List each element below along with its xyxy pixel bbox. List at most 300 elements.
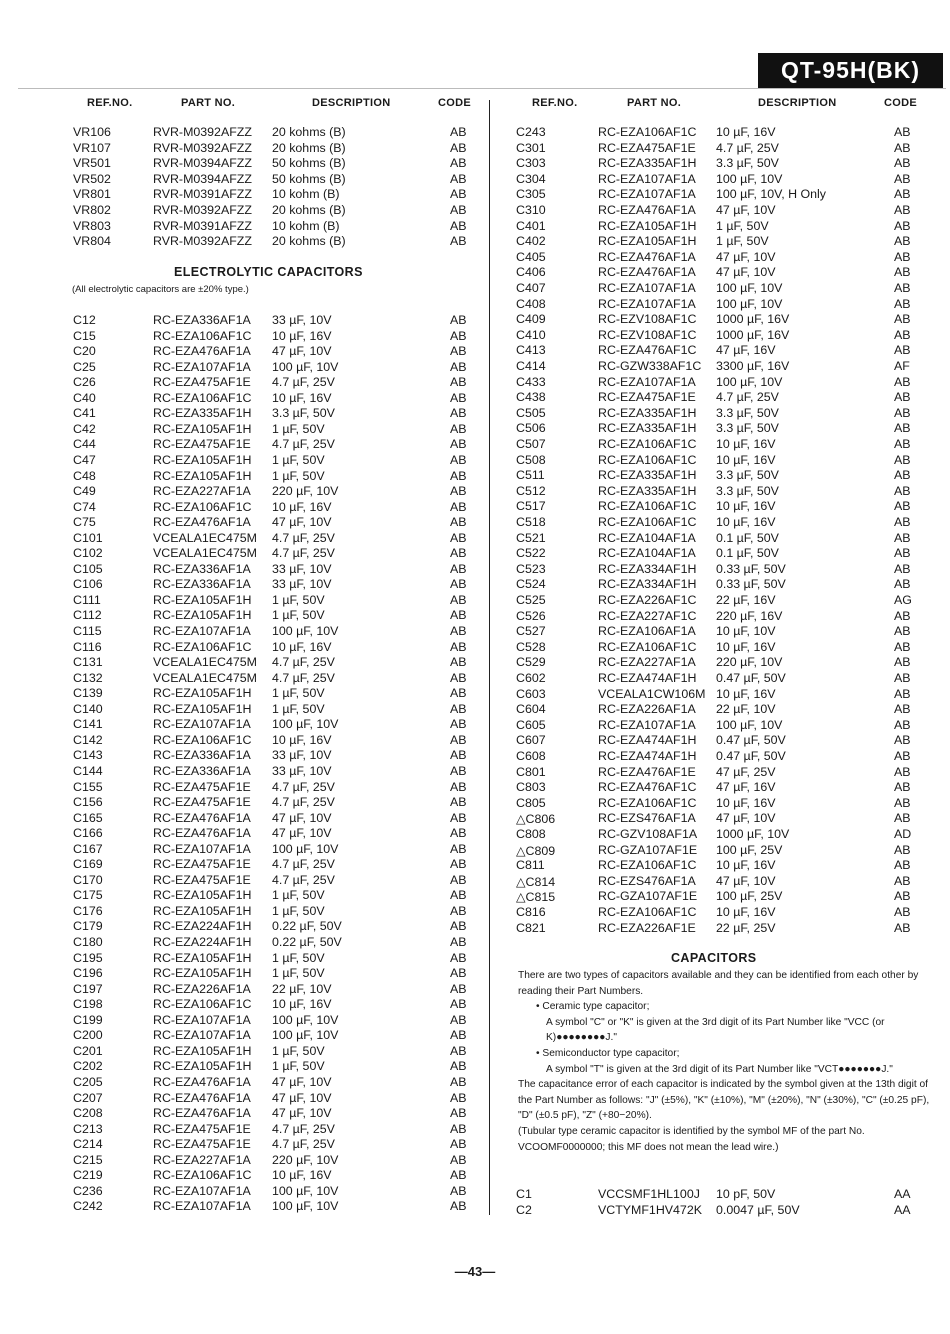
cell-part: RC-EZA334AF1H xyxy=(598,577,697,592)
cell-code: AB xyxy=(894,437,911,451)
cell-ref: VR804 xyxy=(73,234,111,249)
right-header-code: CODE xyxy=(884,97,917,109)
cell-code: AB xyxy=(894,218,911,233)
cell-ref: C305 xyxy=(516,187,546,202)
page-number: —43— xyxy=(454,1264,496,1279)
cell-desc: 47 µF, 10V xyxy=(716,249,776,264)
cell-ref: C20 xyxy=(73,344,96,359)
cell-code: AB xyxy=(450,577,467,592)
cell-part: RC-EZA107AF1A xyxy=(598,374,696,389)
cell-desc: 100 µF, 10V xyxy=(716,171,783,186)
cell-desc: 1 µF, 50V xyxy=(272,1059,325,1074)
cell-part: RC-EZV108AF1C xyxy=(598,312,697,327)
cell-code: AB xyxy=(450,732,467,747)
cell-ref: C413 xyxy=(516,343,546,358)
cell-desc: 20 kohms (B) xyxy=(272,140,346,155)
cell-desc: 0.47 µF, 50V xyxy=(716,733,786,748)
cell-code: AB xyxy=(450,1043,467,1058)
cell-ref: C507 xyxy=(516,437,546,451)
cell-code: AB xyxy=(894,780,911,795)
cell-ref: C41 xyxy=(73,406,96,421)
cell-part: RC-EZA476AF1C xyxy=(598,780,697,795)
cell-desc: 100 µF, 10V xyxy=(716,374,783,389)
cell-ref: C202 xyxy=(73,1059,103,1074)
cell-desc: 1 µF, 50V xyxy=(272,686,325,701)
cell-code: AB xyxy=(894,686,911,701)
cell-code: AB xyxy=(894,374,911,389)
cell-part: RVR-M0394AFZZ xyxy=(153,156,252,171)
cell-part: RC-EZA475AF1E xyxy=(153,779,251,794)
cell-ref: △C815 xyxy=(516,890,556,905)
cell-code: AB xyxy=(894,171,911,186)
cell-ref: C25 xyxy=(73,359,96,374)
cell-desc: 10 µF, 16V xyxy=(716,437,776,451)
cell-part: RC-EZA336AF1A xyxy=(153,561,251,576)
cell-code: AG xyxy=(894,593,912,607)
cell-code: AB xyxy=(450,763,467,778)
cell-desc: 10 µF, 16V xyxy=(716,515,776,529)
cell-code: AB xyxy=(450,344,467,359)
cell-desc: 220 µF, 10V xyxy=(716,655,783,670)
cell-desc: 1 µF, 50V xyxy=(272,701,325,716)
cell-ref: C179 xyxy=(73,919,103,934)
cell-code: AB xyxy=(450,406,467,421)
cell-desc: 3.3 µF, 50V xyxy=(716,421,779,436)
cell-ref: C102 xyxy=(73,546,103,561)
cell-ref: C156 xyxy=(73,795,103,810)
cell-desc: 4.7 µF, 25V xyxy=(272,1121,335,1136)
cell-desc: 4.7 µF, 25V xyxy=(272,779,335,794)
cell-code: AB xyxy=(450,670,467,685)
cell-code: AB xyxy=(450,1059,467,1074)
cell-desc: 100 µF, 10V xyxy=(272,624,339,638)
cell-ref: C603 xyxy=(516,686,546,701)
cell-code: AB xyxy=(450,717,467,732)
cell-part: RC-EZA224AF1H xyxy=(153,919,252,934)
cell-desc: 4.7 µF, 25V xyxy=(272,437,335,452)
cell-part: VCEALA1CW106M xyxy=(598,686,706,701)
electrolytic-note: (All electrolytic capacitors are ±20% type.) xyxy=(72,284,249,295)
cell-part: RC-EZA106AF1C xyxy=(598,437,697,451)
cell-ref: C522 xyxy=(516,546,546,561)
cell-code: AB xyxy=(450,903,467,918)
cell-desc: 0.1 µF, 50V xyxy=(716,546,779,561)
cell-ref: C115 xyxy=(73,624,102,638)
cell-code: AB xyxy=(450,872,467,887)
cell-desc: 20 kohms (B) xyxy=(272,234,346,249)
cell-part: RC-EZA335AF1H xyxy=(153,406,252,421)
cell-part: RC-EZA107AF1A xyxy=(598,171,696,186)
cell-ref: C406 xyxy=(516,265,546,280)
cell-desc: 10 µF, 16V xyxy=(272,732,332,747)
cell-code: AB xyxy=(894,390,911,405)
capacitors-description xyxy=(518,968,930,1155)
cell-part: RC-EZA335AF1H xyxy=(598,156,697,171)
cell-part: RC-EZA226AF1E xyxy=(598,920,696,935)
right-header-part: PART NO. xyxy=(627,97,682,109)
cell-part: RC-EZA475AF1E xyxy=(598,140,696,155)
semiconductor-heading: • Semiconductor type capacitor; xyxy=(536,1047,680,1059)
cell-desc: 10 µF, 16V xyxy=(716,499,776,514)
cell-code: AB xyxy=(450,655,467,670)
cell-desc: 0.47 µF, 50V xyxy=(716,671,786,685)
cell-part: RC-EZA107AF1A xyxy=(153,359,251,374)
cell-part: RC-EZA335AF1H xyxy=(598,405,697,420)
cell-part: RC-EZA476AF1A xyxy=(598,249,696,264)
cell-desc: 0.33 µF, 50V xyxy=(716,561,786,576)
cell-desc: 33 µF, 10V xyxy=(272,561,332,576)
cell-code: AB xyxy=(450,701,467,716)
cell-ref: C47 xyxy=(73,452,96,467)
cell-ref: C131 xyxy=(73,655,103,670)
cell-code: AB xyxy=(450,140,467,155)
cell-desc: 100 µF, 10V xyxy=(272,359,339,374)
cell-part: RC-EZA475AF1E xyxy=(153,375,251,390)
cell-desc: 1000 µF, 16V xyxy=(716,312,790,327)
cell-desc: 47 µF, 16V xyxy=(716,343,776,358)
cell-code: AB xyxy=(450,1199,467,1214)
cell-code: AB xyxy=(894,468,911,483)
cell-desc: 100 µF, 10V xyxy=(716,717,783,732)
cell-code: AB xyxy=(894,811,911,826)
cell-part: RC-GZA107AF1E xyxy=(598,889,698,904)
cell-desc: 10 kohm (B) xyxy=(272,187,340,202)
cell-ref: C111 xyxy=(73,592,101,607)
cell-part: RC-EZA106AF1C xyxy=(598,795,697,810)
cell-desc: 220 µF, 10V xyxy=(272,484,339,499)
cell-desc: 1 µF, 50V xyxy=(272,966,325,981)
cell-desc: 10 µF, 16V xyxy=(716,639,776,654)
cell-ref: C48 xyxy=(73,468,96,483)
cell-code: AB xyxy=(450,546,467,561)
cell-code: AB xyxy=(894,343,911,358)
cell-ref: C15 xyxy=(73,328,96,343)
cell-code: AB xyxy=(450,748,467,763)
cell-ref: C526 xyxy=(516,608,546,623)
cell-ref: C521 xyxy=(516,530,546,545)
cell-ref: C199 xyxy=(73,1012,103,1027)
cell-part: RC-EZA227AF1A xyxy=(153,484,251,499)
cell-desc: 10 pF, 50V xyxy=(716,1187,776,1201)
cell-part: RC-EZA105AF1H xyxy=(153,686,252,701)
cell-code: AB xyxy=(894,624,911,639)
cell-ref: VR501 xyxy=(73,156,111,171)
cell-ref: C155 xyxy=(73,779,103,794)
cell-desc: 22 µF, 10V xyxy=(716,702,776,717)
cell-ref: C44 xyxy=(73,437,96,452)
cell-ref: C527 xyxy=(516,624,546,639)
capacitors-title: CAPACITORS xyxy=(671,951,757,965)
cell-part: RC-EZA105AF1H xyxy=(153,468,252,483)
cell-desc: 33 µF, 10V xyxy=(272,313,332,327)
cell-ref: C402 xyxy=(516,234,546,249)
cell-desc: 4.7 µF, 25V xyxy=(272,1137,335,1152)
cell-ref: C602 xyxy=(516,671,546,685)
cell-desc: 1 µF, 50V xyxy=(272,903,325,918)
cell-desc: 100 µF, 10V xyxy=(272,717,339,732)
cell-desc: 10 µF, 16V xyxy=(272,639,332,654)
cell-part: VCTYMF1HV472K xyxy=(598,1202,702,1217)
cell-code: AB xyxy=(450,1152,467,1167)
cell-desc: 4.7 µF, 25V xyxy=(716,140,779,155)
cell-code: AB xyxy=(894,234,911,249)
cell-part: RC-EZA105AF1H xyxy=(153,421,252,436)
cell-code: AB xyxy=(450,313,467,327)
left-header-code: CODE xyxy=(438,97,471,109)
cell-ref: C166 xyxy=(73,826,103,841)
cell-desc: 1 µF, 50V xyxy=(272,950,325,965)
cell-part: RC-EZA476AF1A xyxy=(153,826,251,841)
cell-code: AB xyxy=(450,359,467,374)
semiconductor-body: A symbol "T" is given at the 3rd digit of its Part Number like "VCT●●●●●●●J." xyxy=(546,1063,893,1075)
cell-code: AB xyxy=(450,950,467,965)
cell-part: RC-EZA474AF1H xyxy=(598,671,697,685)
cell-ref: C42 xyxy=(73,421,96,436)
cell-code: AD xyxy=(894,827,912,841)
cell-code: AB xyxy=(450,328,467,343)
cell-desc: 20 kohms (B) xyxy=(272,125,346,139)
cell-ref: C523 xyxy=(516,561,546,576)
cell-code: AB xyxy=(894,764,911,779)
tolerance-text: The capacitance error of each capacitor is indicated by the symbol given at the 13th digit of the Part Number as follows: "J" (±5%), "K" (±10%), "M" (±20%), "N" (±30%), "C" (±0.25 pF), "D" (±0.5 pF), "Z" (+80−20%). xyxy=(518,1079,930,1122)
cell-desc: 22 µF, 10V xyxy=(272,981,332,996)
cell-code: AB xyxy=(450,390,467,405)
cell-desc: 10 µF, 16V xyxy=(716,452,776,467)
cell-desc: 3.3 µF, 50V xyxy=(716,483,779,498)
cell-code: AB xyxy=(894,733,911,748)
cell-code: AB xyxy=(450,810,467,825)
cell-desc: 1 µF, 50V xyxy=(272,1043,325,1058)
cell-part: RC-EZA106AF1C xyxy=(153,1168,252,1183)
cell-desc: 4.7 µF, 25V xyxy=(272,375,335,390)
cell-desc: 0.33 µF, 50V xyxy=(716,577,786,592)
cell-desc: 47 µF, 10V xyxy=(272,1106,332,1121)
cell-code: AB xyxy=(894,905,911,919)
cell-part: RC-EZA475AF1E xyxy=(153,872,251,887)
cell-desc: 20 kohms (B) xyxy=(272,203,346,217)
cell-code: AB xyxy=(894,483,911,498)
cell-ref: △C806 xyxy=(516,812,556,827)
cell-desc: 4.7 µF, 25V xyxy=(272,795,335,810)
cell-part: RC-EZA336AF1A xyxy=(153,577,251,592)
cell-ref: VR502 xyxy=(73,171,111,186)
cell-code: AB xyxy=(450,125,467,139)
cell-ref: C141 xyxy=(73,717,103,732)
cell-desc: 3.3 µF, 50V xyxy=(716,405,779,420)
cell-ref: C512 xyxy=(516,483,546,498)
cell-ref: C529 xyxy=(516,655,546,670)
cell-part: RC-EZA106AF1A xyxy=(598,624,696,639)
cell-part: RC-EZA105AF1H xyxy=(598,218,697,233)
cell-part: RC-EZA336AF1A xyxy=(153,748,251,763)
cell-code: AB xyxy=(894,452,911,467)
cell-ref: C215 xyxy=(73,1152,103,1167)
cell-desc: 47 µF, 10V xyxy=(272,515,332,530)
cell-part: RC-EZA106AF1C xyxy=(598,515,697,529)
cell-ref: C816 xyxy=(516,905,546,919)
cell-code: AB xyxy=(450,437,467,452)
cell-code: AB xyxy=(450,997,467,1012)
cell-ref: C106 xyxy=(73,577,103,592)
cell-code: AF xyxy=(894,359,910,373)
cell-part: VCEALA1EC475M xyxy=(153,546,257,561)
cell-ref: C112 xyxy=(73,608,102,623)
cell-ref: C511 xyxy=(516,468,545,483)
cell-ref: C205 xyxy=(73,1074,103,1089)
cell-ref: C140 xyxy=(73,701,103,716)
cell-desc: 4.7 µF, 25V xyxy=(716,390,779,405)
cell-ref: C410 xyxy=(516,327,546,342)
cell-ref: C196 xyxy=(73,966,103,981)
cell-part: RC-EZA105AF1H xyxy=(153,1043,252,1058)
cell-ref: C1 xyxy=(516,1187,532,1201)
cell-part: RC-EZA107AF1A xyxy=(153,1028,251,1043)
cell-ref: C821 xyxy=(516,920,546,935)
cell-code: AB xyxy=(450,484,467,499)
cell-part: RC-EZA106AF1C xyxy=(598,858,697,873)
cell-code: AB xyxy=(450,826,467,841)
cell-code: AB xyxy=(894,561,911,576)
cell-ref: C176 xyxy=(73,903,103,918)
cell-part: RC-EZA474AF1H xyxy=(598,749,697,763)
cell-desc: 10 µF, 16V xyxy=(716,858,776,873)
cell-code: AB xyxy=(450,375,467,390)
cell-desc: 100 µF, 10V xyxy=(716,296,783,311)
cell-code: AB xyxy=(894,249,911,264)
cell-desc: 10 kohm (B) xyxy=(272,218,340,233)
cell-part: RC-EZA476AF1A xyxy=(153,1090,251,1105)
cell-desc: 100 µF, 10V xyxy=(272,841,339,856)
cell-part: RC-EZA105AF1H xyxy=(153,608,252,623)
cell-desc: 10 µF, 10V xyxy=(716,624,776,639)
cell-part: RC-EZV108AF1C xyxy=(598,327,697,342)
cell-part: RC-EZA476AF1A xyxy=(153,810,251,825)
cell-desc: 47 µF, 10V xyxy=(716,265,776,280)
cell-desc: 4.7 µF, 25V xyxy=(272,872,335,887)
cell-part: RC-EZA107AF1A xyxy=(598,296,696,311)
cell-ref: C518 xyxy=(516,515,546,529)
cell-code: AB xyxy=(894,858,911,873)
cell-code: AB xyxy=(894,421,911,436)
cell-part: RC-EZA475AF1E xyxy=(153,857,251,872)
cell-ref: VR802 xyxy=(73,203,111,217)
cell-desc: 47 µF, 25V xyxy=(716,764,776,779)
cell-part: RC-EZA334AF1H xyxy=(598,561,697,576)
cell-part: RC-EZA226AF1A xyxy=(598,702,696,717)
cell-desc: 1 µF, 50V xyxy=(716,234,769,249)
cell-desc: 0.0047 µF, 50V xyxy=(716,1202,800,1217)
cell-desc: 47 µF, 10V xyxy=(272,826,332,841)
cell-part: RC-EZA105AF1H xyxy=(153,701,252,716)
cell-part: RC-EZA107AF1A xyxy=(598,187,696,202)
cell-desc: 3.3 µF, 50V xyxy=(272,406,335,421)
cell-part: RC-EZA107AF1A xyxy=(153,1183,251,1198)
cell-desc: 100 µF, 10V, H Only xyxy=(716,187,826,202)
cell-desc: 10 µF, 16V xyxy=(272,1168,332,1183)
cell-part: RC-EZA224AF1H xyxy=(153,935,252,949)
cell-part: RC-GZV108AF1A xyxy=(598,827,698,841)
cell-code: AB xyxy=(894,405,911,420)
cell-desc: 0.47 µF, 50V xyxy=(716,749,786,763)
cell-desc: 47 µF, 10V xyxy=(272,1074,332,1089)
cell-code: AB xyxy=(450,966,467,981)
cell-part: RVR-M0391AFZZ xyxy=(153,187,252,202)
cell-ref: C165 xyxy=(73,810,103,825)
cell-part: RC-EZA105AF1H xyxy=(153,592,252,607)
cell-desc: 1 µF, 50V xyxy=(272,468,325,483)
cell-desc: 1 µF, 50V xyxy=(272,421,325,436)
cell-part: RC-EZA336AF1A xyxy=(153,763,251,778)
cell-code: AB xyxy=(450,686,467,701)
cell-ref: C243 xyxy=(516,125,546,139)
cell-code: AB xyxy=(450,841,467,856)
cell-part: RC-EZA227AF1C xyxy=(598,608,697,623)
cell-desc: 10 µF, 16V xyxy=(716,905,776,919)
cell-desc: 10 µF, 16V xyxy=(272,390,332,405)
cell-ref: C524 xyxy=(516,577,546,592)
cell-part: RC-EZA476AF1C xyxy=(598,343,697,358)
cell-code: AB xyxy=(450,935,467,949)
cell-code: AB xyxy=(450,888,467,903)
cell-code: AB xyxy=(450,1090,467,1105)
cell-part: RVR-M0394AFZZ xyxy=(153,171,252,186)
cell-code: AB xyxy=(450,1137,467,1152)
cell-part: VCEALA1EC475M xyxy=(153,670,257,685)
top-rule xyxy=(18,88,946,89)
cell-desc: 1000 µF, 16V xyxy=(716,327,790,342)
cell-code: AB xyxy=(894,296,911,311)
cell-desc: 33 µF, 10V xyxy=(272,748,332,763)
cell-ref: C219 xyxy=(73,1168,103,1183)
cell-part: RC-EZA476AF1A xyxy=(153,515,251,530)
cell-code: AA xyxy=(894,1187,911,1201)
cell-desc: 100 µF, 10V xyxy=(272,1028,339,1043)
cell-part: RC-EZA106AF1C xyxy=(153,732,252,747)
cell-desc: 10 µF, 16V xyxy=(272,997,332,1012)
cell-ref: C101 xyxy=(73,530,103,545)
cell-ref: C505 xyxy=(516,405,546,420)
cell-code: AB xyxy=(450,452,467,467)
cell-ref: VR803 xyxy=(73,218,111,233)
cell-code: AB xyxy=(450,981,467,996)
cell-code: AB xyxy=(450,421,467,436)
cell-part: RC-EZA105AF1H xyxy=(153,966,252,981)
cell-ref: C169 xyxy=(73,857,103,872)
cell-ref: VR106 xyxy=(73,125,111,139)
cell-code: AB xyxy=(450,499,467,514)
cell-desc: 100 µF, 10V xyxy=(272,1183,339,1198)
cell-code: AB xyxy=(894,608,911,623)
cell-ref: C801 xyxy=(516,764,546,779)
right-header-ref: REF.NO. xyxy=(532,97,578,109)
cell-part: RC-EZA227AF1A xyxy=(153,1152,251,1167)
cell-part: RVR-M0392AFZZ xyxy=(153,140,252,155)
cell-code: AB xyxy=(894,156,911,171)
cell-ref: C414 xyxy=(516,359,546,373)
cell-code: AB xyxy=(450,639,467,654)
cell-desc: 47 µF, 10V xyxy=(272,810,332,825)
cell-code: AB xyxy=(450,1074,467,1089)
cell-desc: 4.7 µF, 25V xyxy=(272,655,335,670)
cell-part: RC-EZS476AF1A xyxy=(598,811,696,826)
cell-desc: 1 µF, 50V xyxy=(272,592,325,607)
cell-part: RC-EZA475AF1E xyxy=(598,390,696,405)
ceramic-body: A symbol "C" or "K" is given at the 3rd digit of its Part Number like "VCC (or K)●●●●●●●●J." xyxy=(546,1016,885,1044)
cell-desc: 0.1 µF, 50V xyxy=(716,530,779,545)
cell-part: RC-EZA107AF1A xyxy=(598,717,696,732)
cell-desc: 1 µF, 50V xyxy=(716,218,769,233)
cell-code: AB xyxy=(894,889,911,904)
